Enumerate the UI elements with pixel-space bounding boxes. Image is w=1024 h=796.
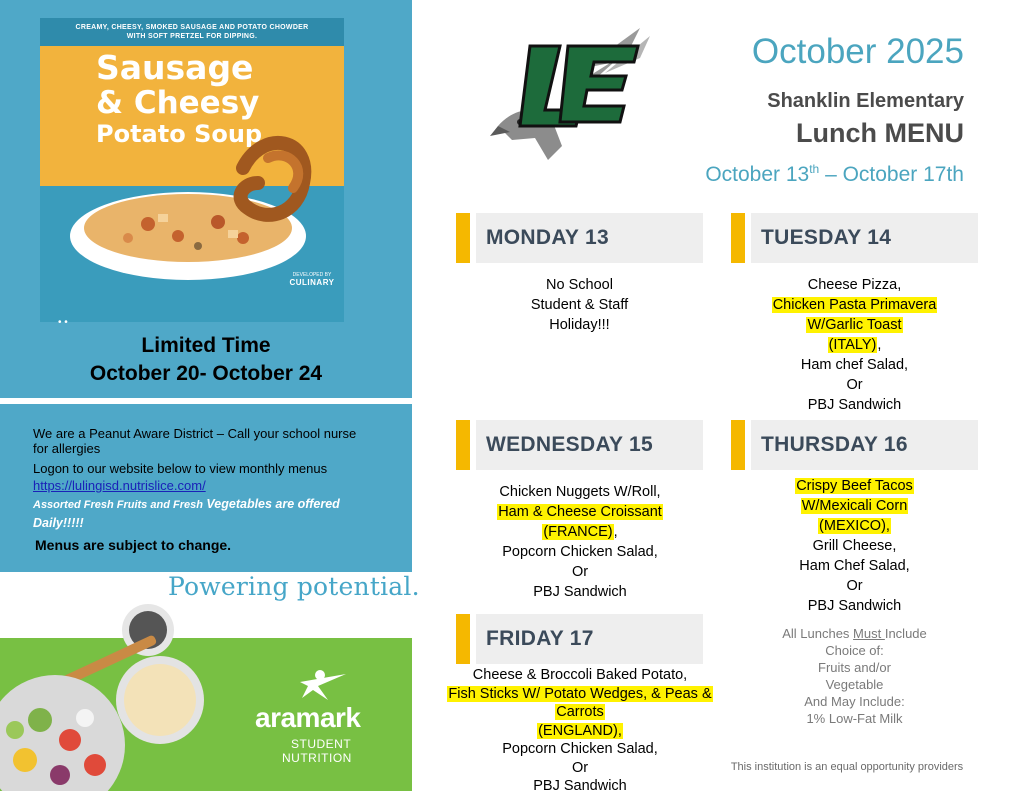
- thursday-line-6: Or: [846, 578, 863, 594]
- tuesday-header: [731, 213, 978, 263]
- tuesday-featured-2: W/Garlic Toast: [807, 317, 902, 333]
- tuesday-featured-1: Chicken Pasta Primavera: [772, 297, 937, 313]
- week-range: [600, 162, 964, 187]
- friday-menu: [432, 666, 728, 796]
- powering-potential-tagline: Powering potential.: [168, 572, 420, 601]
- wednesday-line-4: Popcorn Chicken Salad,: [502, 544, 658, 560]
- fresh-produce-lead: Assorted Fresh Fruits and Fresh: [33, 499, 203, 511]
- requirements-line-1: [731, 625, 978, 642]
- promo-title-line-1: Sausage: [96, 48, 254, 87]
- decorative-dots: • •: [58, 317, 68, 328]
- school-name: Shanklin Elementary: [767, 90, 964, 112]
- tuesday-label: TUESDAY 14: [761, 226, 892, 249]
- friday-line-1: Cheese & Broccoli Baked Potato,: [472, 667, 688, 683]
- student-label: STUDENT: [291, 737, 352, 751]
- thursday-line-5: Ham Chef Salad,: [799, 558, 910, 574]
- promo-description-line-2: WITH SOFT PRETZEL FOR DIPPING.: [126, 33, 258, 40]
- lunch-requirements: [731, 625, 978, 727]
- friday-featured-1: Fish Sticks W/ Potato Wedges, & Peas &: [448, 685, 712, 702]
- culinary-label: CULINARY: [289, 278, 335, 287]
- week-start: October 13: [705, 163, 810, 186]
- tuesday-line-5: Ham chef Salad,: [800, 357, 909, 373]
- thursday-line-7: PBJ Sandwich: [807, 598, 902, 614]
- wednesday-line-5: Or: [571, 564, 589, 580]
- developed-by-label: DEVELOPED BY: [292, 272, 332, 278]
- wednesday-menu: [440, 482, 720, 602]
- requirements-must: Must: [853, 626, 885, 641]
- aramark-wordmark: aramark: [255, 702, 361, 733]
- soup-promo-poster: [40, 18, 344, 322]
- wednesday-featured-1: Ham & Cheese Croissant: [498, 504, 662, 520]
- promo-title-line-2: & Cheesy: [96, 85, 260, 121]
- monday-label: MONDAY 13: [486, 226, 609, 249]
- lunch-menu-title: Lunch MENU: [796, 118, 964, 148]
- day-accent-bar: [456, 420, 476, 470]
- culinary-badge: [286, 272, 338, 288]
- wednesday-country: (FRANCE): [543, 524, 613, 540]
- week-start-suffix: th: [809, 162, 820, 176]
- day-accent-bar: [731, 213, 751, 263]
- day-accent-bar: [456, 213, 476, 263]
- tuesday-country: (ITALY): [828, 337, 877, 353]
- friday-line-7: PBJ Sandwich: [533, 778, 627, 794]
- requirements-post: Include: [884, 626, 927, 641]
- wednesday-line-1: Chicken Nuggets W/Roll,: [499, 484, 661, 500]
- requirements-line-5: And May Include:: [804, 694, 905, 709]
- wednesday-label: WEDNESDAY 15: [486, 433, 653, 456]
- eagle-le-logo-icon: [490, 18, 660, 168]
- wednesday-header: [456, 420, 703, 470]
- aramark-star-person-icon: [258, 668, 348, 702]
- thursday-label: THURSDAY 16: [761, 433, 908, 456]
- tuesday-line-1: Cheese Pizza,: [807, 277, 902, 293]
- friday-line-5: Popcorn Chicken Salad,: [502, 741, 658, 757]
- thursday-header: [731, 420, 978, 470]
- thursday-country: (MEXICO),: [819, 518, 890, 534]
- day-accent-bar: [731, 420, 751, 470]
- limited-time-heading: Limited Time: [141, 334, 271, 357]
- friday-featured-2: Carrots: [556, 704, 604, 720]
- friday-label: FRIDAY 17: [486, 627, 594, 650]
- tuesday-line-7: PBJ Sandwich: [807, 397, 902, 413]
- requirements-line-4: Vegetable: [825, 677, 884, 692]
- promo-description-line-1: CREAMY, CHEESY, SMOKED SAUSAGE AND POTATO CHOWDER: [75, 24, 309, 31]
- promo-title-line-3: Potato Soup: [96, 120, 263, 148]
- menu-website-link[interactable]: https://lulingisd.nutrislice.com/: [33, 478, 206, 493]
- tuesday-country-comma: ,: [877, 337, 882, 353]
- equal-opportunity-statement: This institution is an equal opportunity providers: [730, 761, 964, 773]
- tuesday-line-6: Or: [846, 377, 863, 393]
- promo-description: [40, 18, 344, 46]
- menu-change-notice: Menus are subject to change.: [35, 537, 232, 553]
- thursday-menu: [731, 476, 978, 616]
- day-accent-bar: [456, 614, 476, 664]
- monday-line-2: Student & Staff: [530, 297, 629, 313]
- monday-header: [456, 213, 703, 263]
- requirements-line-6: 1% Low-Fat Milk: [806, 711, 903, 726]
- friday-country: (ENGLAND),: [538, 722, 622, 739]
- week-end: – October 17th: [819, 163, 964, 186]
- wednesday-line-6: PBJ Sandwich: [533, 584, 627, 600]
- salad-bowl-image: [0, 600, 230, 791]
- thursday-featured-2: W/Mexicali Corn: [801, 498, 908, 514]
- fresh-produce-notice: [33, 495, 363, 532]
- friday-line-6: Or: [571, 759, 589, 776]
- monday-menu: [456, 275, 703, 335]
- tuesday-menu: [731, 275, 978, 415]
- month-title: October 2025: [751, 32, 964, 71]
- requirements-pre: All Lunches: [782, 626, 854, 641]
- thursday-featured-1: Crispy Beef Tacos: [796, 478, 913, 494]
- requirements-line-2: Choice of:: [825, 643, 884, 658]
- limited-time-dates: October 20- October 24: [89, 362, 323, 385]
- monday-line-3: Holiday!!!: [549, 317, 610, 333]
- peanut-aware-notice: We are a Peanut Aware District – Call your school nurse for allergies: [33, 426, 357, 456]
- friday-header: [456, 614, 703, 664]
- nutrition-label: NUTRITION: [282, 751, 352, 765]
- requirements-line-3: Fruits and/or: [818, 660, 891, 675]
- monday-line-1: No School: [546, 277, 613, 293]
- website-instruction: Logon to our website below to view monthly menus: [33, 461, 328, 476]
- fresh-produce-rest: Vegetables are offered Daily!!!!!: [33, 497, 340, 530]
- thursday-line-4: Grill Cheese,: [812, 538, 897, 554]
- wednesday-country-comma: ,: [613, 524, 618, 540]
